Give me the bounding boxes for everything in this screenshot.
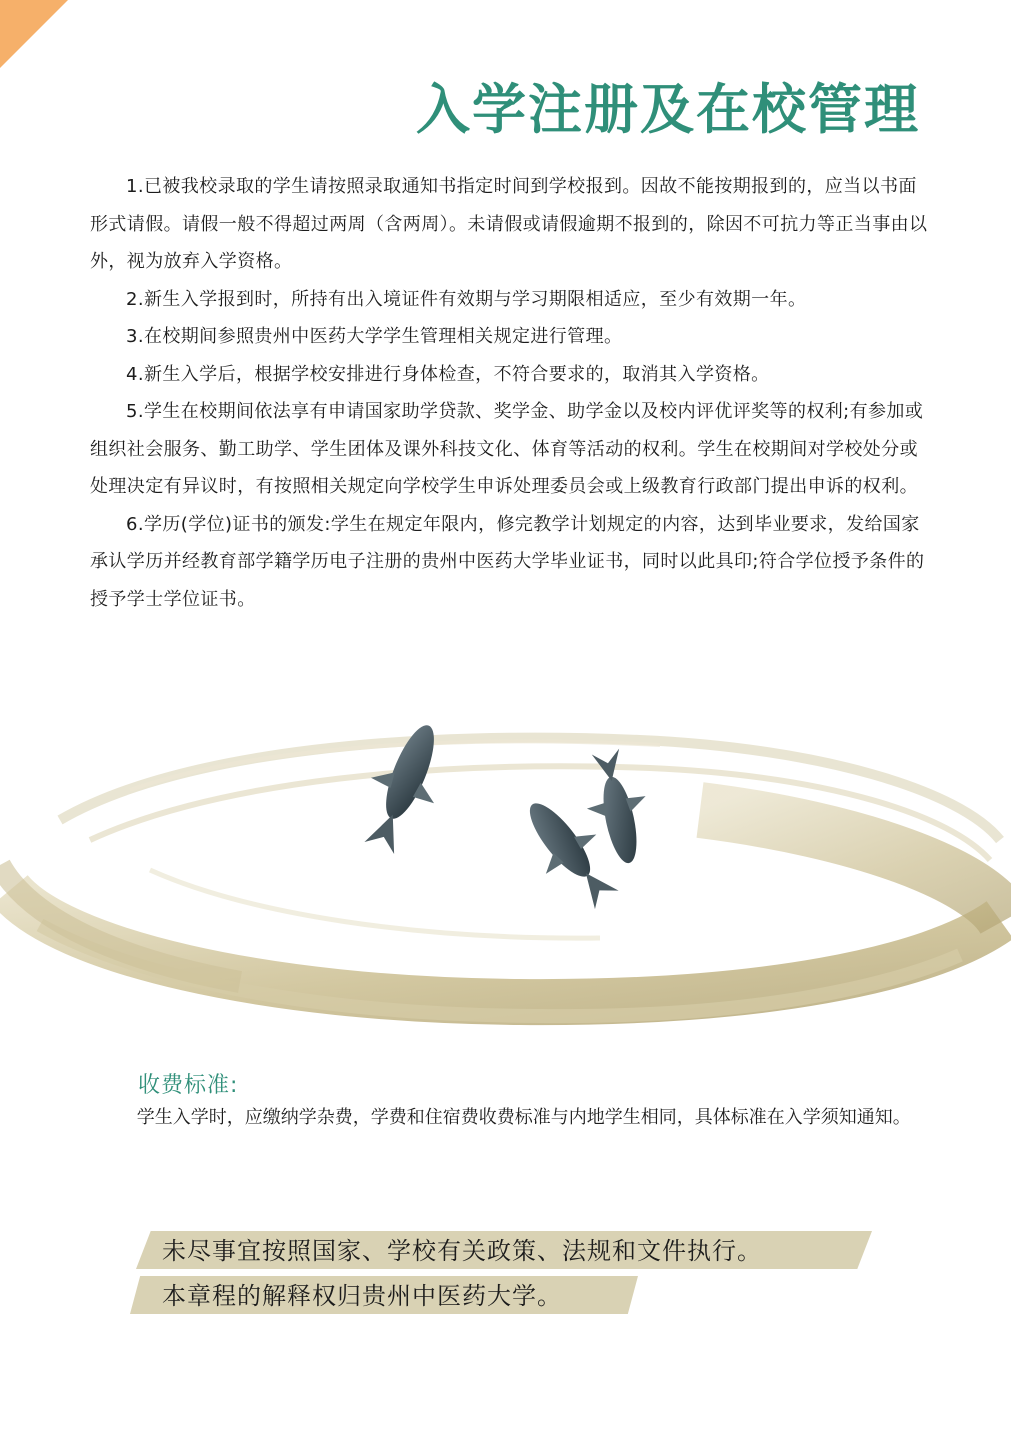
paragraph-6: 6.学历(学位)证书的颁发:学生在规定年限内，修完教学计划规定的内容，达到毕业要求，发给国家承认学历并经教育部学籍学历电子注册的贵州中医药大学毕业证书，同时以此具印;符合学位授予条件的授予学士学位证书。	[90, 513, 925, 610]
paragraph-4: 4.新生入学后，根据学校安排进行身体检查，不符合要求的，取消其入学资格。	[126, 363, 770, 385]
ink-wash-ripple	[0, 738, 1005, 1017]
fees-heading: 收费标准:	[138, 1073, 239, 1098]
page-title: 入学注册及在校管理	[416, 78, 920, 141]
koi-pond-illustration	[0, 690, 1011, 1040]
regulations-body	[90, 168, 932, 618]
paragraph-2: 2.新生入学报到时，所持有出入境证件有效期与学习期限相适应，至少有效期一年。	[126, 288, 807, 310]
paragraph-1: 1.已被我校录取的学生请按照录取通知书指定时间到学校报到。因故不能按期报到的，应当以书面形式请假。请假一般不得超过两周（含两周）。未请假或请假逾期不报到的，除因不可抗力等正当事由以外，视为放弃入学资格。	[90, 176, 928, 272]
paragraph-5: 5.学生在校期间依法享有申请国家助学贷款、奖学金、助学金以及校内评优评奖等的权利;有参加或组织社会服务、勤工助学、学生团体及课外科技文化、体育等活动的权利。学生在校期间对学校处分或处理决定有异议时，有按照相关规定向学校学生申诉处理委员会或上级教育行政部门提出申诉的权利。	[90, 401, 924, 497]
closing-note-1: 未尽事宜按照国家、学校有关政策、法规和文件执行。	[162, 1237, 762, 1265]
paragraph-3: 3.在校期间参照贵州中医药大学学生管理相关规定进行管理。	[126, 326, 623, 347]
closing-note-2: 本章程的解释权归贵州中医药大学。	[162, 1282, 562, 1310]
fees-text: 学生入学时，应缴纳学杂费，学费和住宿费收费标准与内地学生相同，具体标准在入学须知通知。	[136, 1107, 911, 1128]
corner-decoration	[0, 0, 68, 68]
